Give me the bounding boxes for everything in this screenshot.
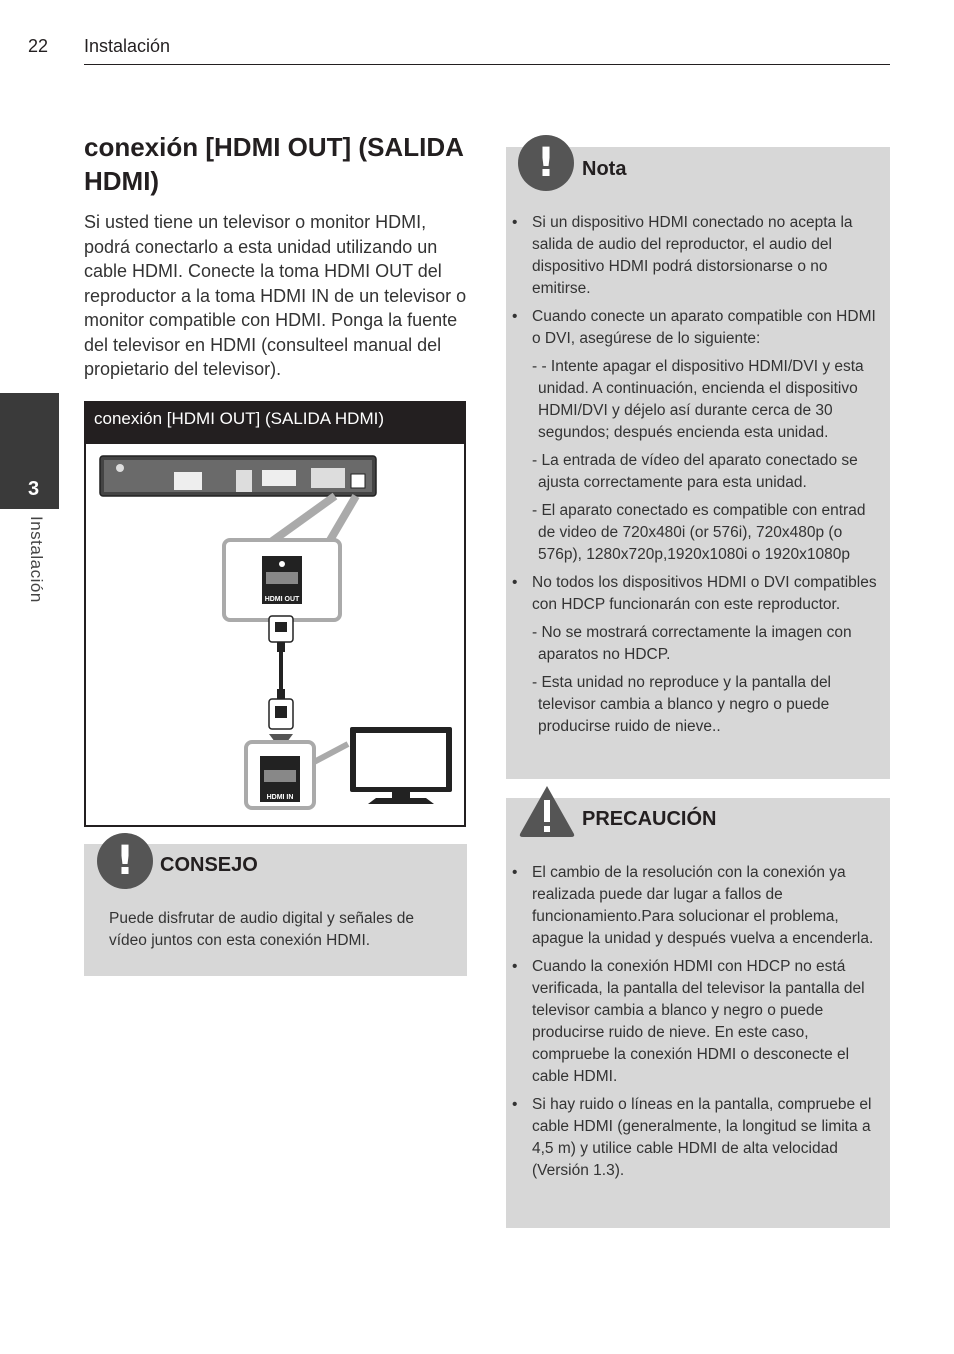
sub-list — [532, 622, 886, 738]
sub-list — [532, 356, 886, 566]
sub-list-item: - La entrada de vídeo del aparato conectado se ajusta correctamente para esta unidad. — [532, 452, 858, 491]
hdmi-in-callout — [246, 742, 348, 808]
list-item — [506, 212, 886, 300]
sub-list-item: - - Intente apagar el dispositivo HDMI/DVI y esta unidad. A continuación, encienda el dispositivo HDMI/DVI y déjelo así durante cerca de 30 segundos; después encienda esta unidad. — [532, 358, 864, 441]
list-item-text: El cambio de la resolución con la conexión ya realizada puede dar lugar a fallos de funcionamiento.Para solucionar el problema, apague la unidad y después vuelva a encenderla. — [532, 864, 874, 947]
note-title: Nota — [582, 158, 627, 180]
bullet-icon: • — [512, 864, 518, 881]
chapter-number: 3 — [28, 478, 40, 500]
cable-top-plug — [269, 616, 293, 652]
bullet-icon: • — [512, 1096, 518, 1113]
list-item — [506, 306, 886, 566]
player-rear-panel — [100, 456, 376, 496]
tip-title: CONSEJO — [160, 854, 258, 876]
header-rule — [84, 64, 890, 65]
connection-diagram — [86, 444, 464, 824]
list-item-text: No todos los dispositivos HDMI o DVI compatibles con HDCP funcionarán con este reproductor. — [532, 574, 877, 613]
note-icon: ! — [518, 135, 574, 191]
bullet-icon: • — [512, 958, 518, 975]
note-list-container — [506, 212, 886, 744]
tip-text: Puede disfrutar de audio digital y señales de vídeo juntos con esta conexión HDMI. — [109, 910, 415, 949]
list-item — [506, 862, 886, 950]
caution-list — [506, 862, 886, 1182]
list-item-text: Si un dispositivo HDMI conectado no acepta la salida de audio del reproductor, el audio del dispositivo HDMI podrá distorsionarse o no emitirse. — [532, 214, 853, 297]
hdmi-out-label: HDMI OUT — [264, 596, 300, 603]
callout-lines — [271, 496, 356, 542]
bullet-icon: • — [512, 308, 518, 325]
tip-icon: ! — [97, 833, 153, 889]
diagram-caption: conexión [HDMI OUT] (SALIDA HDMI) — [84, 401, 466, 444]
intro-paragraph: Si usted tiene un televisor o monitor HDMI, podrá conectarlo a esta unidad utilizando un cable HDMI. Conecte la toma HDMI OUT del reproductor a la toma HDMI IN de un televisor o monitor compatible con HDMI. Ponga la fuente del televisor en HDMI (consulteel manual del propietario del televisor). — [84, 212, 467, 379]
list-item — [506, 572, 886, 738]
list-item-text: Si hay ruido o líneas en la pantalla, compruebe el cable HDMI (generalmente, la longitud se limita a 4,5 m) y utilice cable HDMI de alta velocidad (Versión 1.3). — [532, 1096, 872, 1179]
bullet-icon: • — [512, 574, 518, 591]
list-item-text: Cuando conecte un aparato compatible con HDMI o DVI, asegúrese de lo siguiente: — [532, 308, 876, 347]
cable-bottom-plug — [269, 689, 293, 729]
note-list — [506, 212, 886, 738]
running-head: Instalación — [84, 36, 171, 56]
list-item-text: Cuando la conexión HDMI con HDCP no está verificada, la pantalla del televisor la pantalla del televisor cambia a blanco y negro o puede producirse ruido de nieve. En este caso, compruebe la conexión HDMI o desconecte el cable HDMI. — [532, 958, 865, 1085]
sub-list-item: - El aparato conectado es compatible con entrad de video de 720x480i (or 576i), 720x480p (o 576p), 1280x720p,1920x1080i o 1920x1080p — [532, 502, 866, 563]
caution-icon — [518, 784, 576, 838]
section-title: conexión [HDMI OUT] (SALIDA HDMI) — [84, 132, 463, 196]
tv-monitor — [350, 727, 452, 804]
list-item — [506, 1094, 886, 1182]
caution-title: PRECAUCIÓN — [582, 808, 717, 830]
sub-list-item: - No se mostrará correctamente la imagen con aparatos no HDCP. — [532, 624, 852, 663]
bullet-icon: • — [512, 214, 518, 231]
caution-list-container — [506, 862, 886, 1188]
sub-list-item: - Esta unidad no reproduce y la pantalla del televisor cambia a blanco y negro o puede producirse ruido de nieve.. — [532, 674, 832, 735]
chapter-label: Instalación — [27, 516, 46, 603]
list-item — [506, 956, 886, 1088]
hdmi-out-callout — [224, 540, 340, 620]
page-number: 22 — [28, 36, 49, 56]
hdmi-in-label: HDMI IN — [266, 794, 294, 801]
